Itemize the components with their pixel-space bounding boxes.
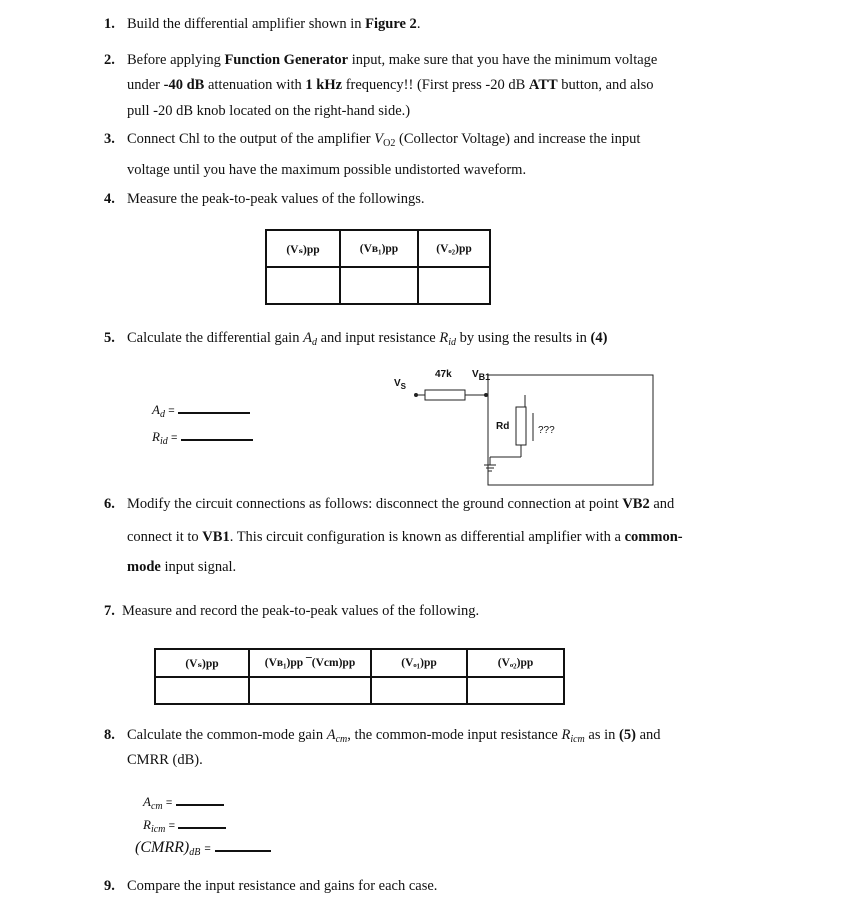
item-2-line-3: pull -20 dB knob located on the right-hand side.)	[127, 103, 411, 119]
item-6-line-3: mode input signal.	[127, 559, 237, 575]
table-input-cell[interactable]	[266, 267, 340, 304]
table-input-cell[interactable]	[155, 677, 249, 704]
table-input-cell[interactable]	[249, 677, 371, 704]
item-4-text: Measure the peak-to-peak values of the followings.	[127, 191, 425, 207]
measurement-table-2	[154, 648, 565, 705]
item-5-number: 5.	[104, 330, 115, 346]
table-row	[266, 267, 490, 304]
ad-answer-blank[interactable]	[178, 400, 250, 414]
item-1-text: Build the differential amplifier shown in Figure 2.	[127, 16, 421, 32]
unknown-label: ???	[538, 425, 555, 436]
ricm-formula: $R_{icm}$ =	[143, 815, 226, 835]
item-8-number: 8.	[104, 727, 115, 743]
table-header-row	[266, 230, 490, 267]
vs-node	[414, 393, 418, 397]
item-4-number: 4.	[104, 191, 115, 207]
rid-formula: $R_{id}$ =	[152, 427, 253, 447]
ricm-answer-blank[interactable]	[178, 815, 226, 829]
acm-answer-blank[interactable]	[176, 792, 224, 806]
table-input-cell[interactable]	[340, 267, 418, 304]
item-6-line-1: Modify the circuit connections as follows: disconnect the ground connection at point VB2 and	[127, 496, 675, 512]
item-3-line-2: voltage until you have the maximum possible undistorted waveform.	[127, 162, 527, 178]
item-8-line-2: CMRR (dB).	[127, 752, 203, 768]
table-header-cell: (Vʙ₁)pp	[340, 230, 418, 267]
item-7-number: 7.	[104, 603, 115, 619]
resistor-rd	[516, 407, 526, 445]
item-9-number: 9.	[104, 878, 115, 894]
table-input-cell[interactable]	[418, 267, 490, 304]
measurement-table-1	[265, 229, 491, 305]
table-header-cell: (Vₒ₂)pp	[418, 230, 490, 267]
table-header-row	[155, 649, 564, 677]
ad-formula: $A_d$ =	[152, 400, 250, 420]
table-header-cell: (Vₒ₂)pp	[467, 649, 564, 677]
input-resistance-circuit	[380, 365, 665, 490]
rid-answer-blank[interactable]	[181, 427, 253, 441]
item-2-line-2: under -40 dB attenuation with 1 kHz frequency!! (First press -20 dB ATT button, and also	[127, 77, 654, 93]
rd-label: Rd	[496, 421, 510, 432]
resistor-47k	[425, 390, 465, 400]
vb1-label: $V_{B1}$	[472, 369, 491, 382]
table-header-cell: (Vʙ₁)pp ¯(Vcm)pp	[249, 649, 371, 677]
cmrr-answer-blank[interactable]	[215, 836, 271, 852]
table-input-cell[interactable]	[467, 677, 564, 704]
table-header-cell: (Vₛ)pp	[266, 230, 340, 267]
vs-label: $V_S$	[394, 378, 407, 391]
table-header-cell: (Vₛ)pp	[155, 649, 249, 677]
circuit-box	[488, 375, 653, 485]
item-6-number: 6.	[104, 496, 115, 512]
item-5-text: Calculate the differential gain $A_d$ and input resistance $R_{id}$ by using the results in (4)	[127, 330, 608, 348]
item-8-line-1: Calculate the common-mode gain $A_{cm}$, the common-mode input resistance $R_{icm}$ as in (5) and	[127, 727, 661, 745]
table-header-cell: (Vₒ₁)pp	[371, 649, 467, 677]
table-input-cell[interactable]	[371, 677, 467, 704]
vb1-node	[484, 393, 488, 397]
item-1-number: 1.	[104, 16, 115, 32]
cmrr-formula: $(CMRR)_{dB}$ =	[135, 836, 271, 858]
item-3-number: 3.	[104, 131, 115, 147]
acm-formula: $A_{cm}$ =	[143, 792, 224, 812]
item-2-number: 2.	[104, 52, 115, 68]
item-6-line-2: connect it to VB1. This circuit configuration is known as differential amplifier with a common-	[127, 529, 683, 545]
resistor-47k-label: 47k	[435, 369, 452, 380]
table-row	[155, 677, 564, 704]
item-9-text: Compare the input resistance and gains for each case.	[127, 878, 438, 894]
item-7-text: Measure and record the peak-to-peak values of the following.	[122, 603, 480, 619]
item-2-line-1: Before applying Function Generator input, make sure that you have the minimum voltage	[127, 52, 658, 68]
item-3-line-1: Connect Chl to the output of the amplifier $V_{O2}$ (Collector Voltage) and increase the input	[127, 131, 641, 149]
